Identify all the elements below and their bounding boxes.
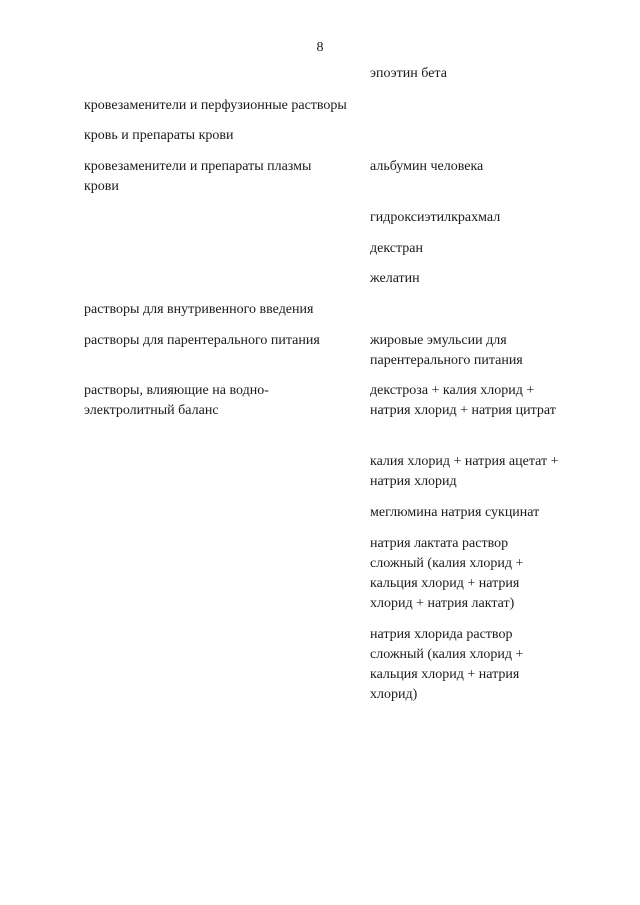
page-number: 8 [316, 40, 324, 55]
drug-meglumine-sodium-succinate: меглюмина натрия сукцинат [370, 505, 540, 520]
drug-gelatin: желатин [370, 271, 420, 286]
group-blood-and-preparations: кровь и препараты крови [84, 128, 234, 143]
drug-dextran: декстран [370, 241, 423, 256]
drug-albumin: альбумин человека [370, 159, 484, 174]
group-electrolyte-balance-solutions: растворы, влияющие на водно-электролитный баланс [84, 383, 269, 418]
group-blood-substitutes-perfusion: кровезаменители и перфузионные растворы [84, 98, 347, 113]
drug-epoetin-beta: эпоэтин бета [370, 66, 447, 81]
drug-hydroxyethyl-starch: гидроксиэтилкрахмал [370, 210, 501, 225]
drug-sodium-chloride-compound: натрия хлорида раствор сложный (калия хлорид + кальция хлорид + натрия хлорид) [370, 627, 524, 702]
drug-dextrose-combination: декстроза + калия хлорид + натрия хлорид + натрия цитрат [370, 383, 556, 418]
group-parenteral-nutrition-solutions: растворы для парентерального питания [84, 333, 320, 348]
drug-fat-emulsions: жировые эмульсии для парентерального питания [370, 333, 523, 368]
drug-potassium-chloride-acetate-combination: калия хлорид + натрия ацетат + натрия хлорид [370, 454, 559, 489]
group-blood-substitutes-plasma: кровезаменители и препараты плазмы крови [84, 159, 312, 194]
group-iv-solutions: растворы для внутривенного введения [84, 302, 314, 317]
drug-sodium-lactate-compound: натрия лактата раствор сложный (калия хлорид + кальция хлорид + натрия хлорид + натрия лактат) [370, 536, 524, 611]
